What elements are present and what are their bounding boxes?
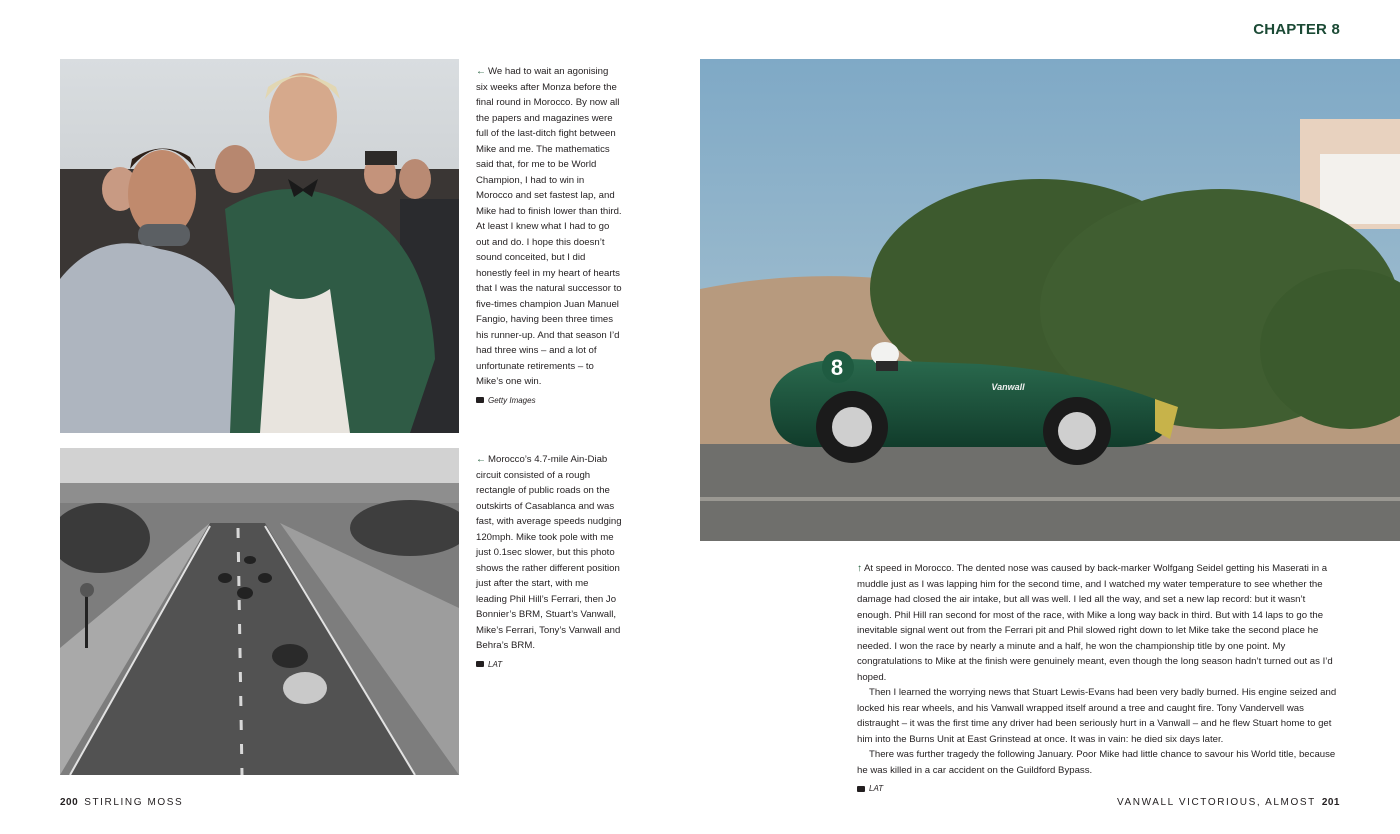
right-page-number: 201 [1321, 797, 1340, 808]
caption-main-credit-row [857, 781, 1341, 797]
caption-top [476, 64, 622, 408]
photo-vanwall-at-speed [700, 59, 1400, 541]
car-number: 8 [830, 355, 844, 380]
left-running-title: STIRLING MOSS [84, 797, 184, 808]
photo-moss-hawthorn [60, 59, 459, 433]
caption-main-paragraph-3: There was further tragedy the following January. Poor Mike had little chance to savour his World title, because he was killed in a car accident on the Guildford Bypass. [857, 749, 1336, 776]
caption-bottom [476, 452, 622, 672]
camera-icon [476, 661, 484, 667]
caption-main-credit: LAT [869, 784, 884, 793]
caption-top-credit: Getty Images [488, 395, 536, 405]
caption-top-text: We had to wait an agonising six weeks after Monza before the final round in Morocco. By now all the papers and magazines were full of the last-ditch fight between Mike and me. The mathematics said that, for me to be World Champion, I had to win in Morocco and set fastest lap, and Mike had to finish lower than third. At least I knew what I had to go out and do. I hope this doesn’t sound conceited, but I did honestly feel in my heart of hearts that I was the natural successor to five-times champion Juan Manuel Fangio, having been three times his runner-up. And that season I’d had three wins – and a lot of unfortunate retirements – to Mike’s one win. [476, 66, 622, 387]
caption-main [857, 561, 1341, 797]
left-page-number: 200 [60, 797, 79, 808]
camera-icon [476, 397, 484, 403]
up-arrow-icon: ↑ [857, 563, 862, 574]
caption-main-paragraph-2: Then I learned the worrying news that Stuart Lewis-Evans had been very badly burned. His engine seized and locked his rear wheels, and his Vanwall wrapped itself around a tree and caught fire. Tony Vandervell was distraught – it was the first time any driver had been seriously hurt in a Vanwall – and he flew Stuart home to get him into the Burns Unit at East Grinstead at once. It was in vain: he died six days later. [857, 687, 1337, 745]
caption-bottom-credit: LAT [488, 659, 503, 669]
caption-main-paragraph-1: ↑ At speed in Morocco. The dented nose was caused by back-marker Wolfgang Seidel getting his Maserati in a muddle just as I was lapping him for the second time, and I watched my water temperature to see whether the damage had closed the air intake, but all was well. I led all the way, and set a new lap record: but it wasn’t enough. Phil Hill ran second for most of the race, with Mike a long way back in third. But with 14 laps to go the inevitable signal went out from the Ferrari pit and Phil slowed right down to let Mike take the second place he needed. I won the race by nearly a minute and a half, he won the championship title by one point. My congratulations to Mike at the finish were genuinely meant, even though the long season hadn’t turned out as I’d hoped. [857, 563, 1333, 683]
right-folio [1117, 797, 1340, 808]
caption-top-credit-row [476, 393, 622, 409]
caption-bottom-text: Morocco’s 4.7-mile Ain-Diab circuit consisted of a rough rectangle of public roads on the outskirts of Casablanca and was fast, with average speeds nudging 120mph. Mike took pole with me just 0.1sec slower, but this photo shows the rather different position just after the start, with me leading Phil Hill’s Ferrari, then Jo Bonnier’s BRM, Stuart’s Vanwall, Mike’s Ferrari, Tony’s Vanwall and Behra’s BRM. [476, 454, 622, 651]
left-arrow-icon: ← [476, 454, 486, 465]
caption-bottom-credit-row [476, 657, 622, 673]
car-brand-lettering: Vanwall [991, 382, 1025, 392]
photo-ain-diab-start [60, 448, 459, 775]
chapter-heading: CHAPTER 8 [1253, 21, 1340, 38]
left-folio [60, 797, 183, 808]
camera-icon [857, 786, 865, 792]
right-running-title: VANWALL VICTORIOUS, ALMOST [1116, 797, 1316, 808]
left-arrow-icon: ← [476, 66, 486, 77]
